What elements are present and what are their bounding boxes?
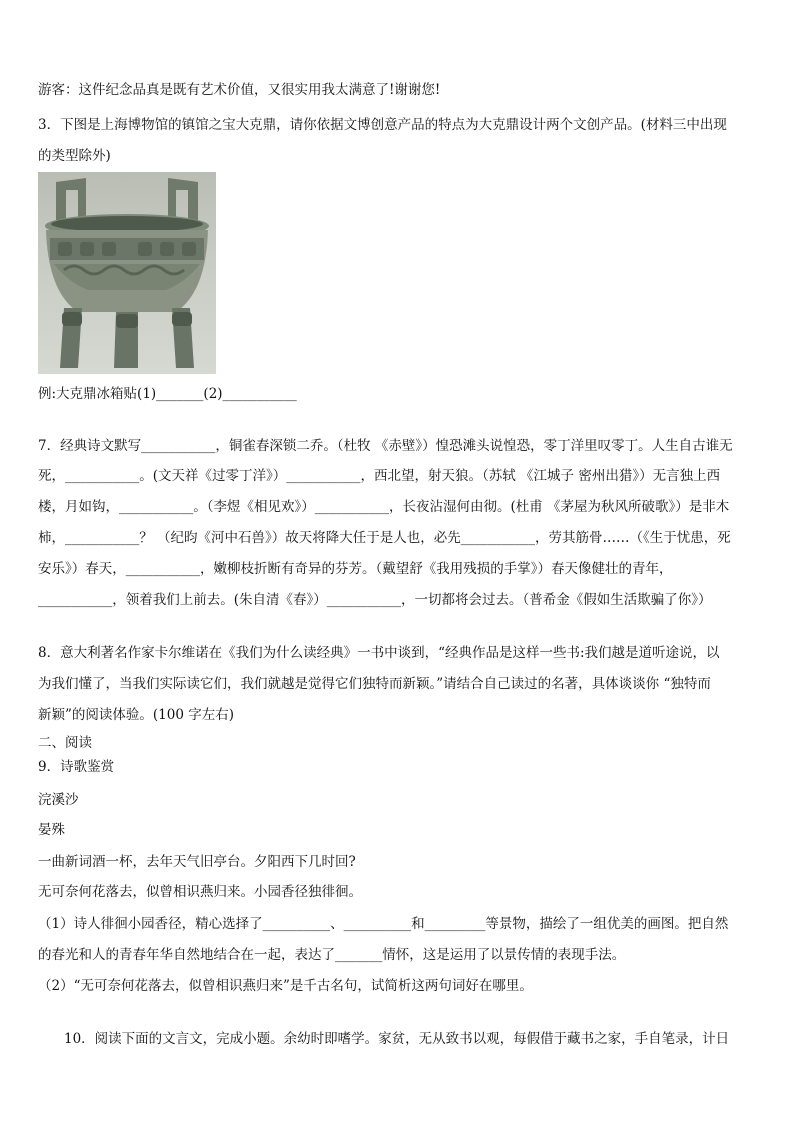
question-3-text-cont: 的类型除外) — [38, 148, 111, 164]
poem-line-1: 一曲新词酒一杯，去年天气旧亭台。夕阳西下几时回? — [38, 854, 356, 870]
question-7-line-4: 柿，___________？ （纪昀《河中石兽》）故天将降大任于是人也，必先___________，劳其筋骨……（《生于忧患，死 — [38, 530, 731, 546]
question-8-line-3: 新颖”的阅读体验。(100 字左右) — [38, 707, 234, 723]
section-heading-reading: 二、阅读 — [38, 735, 92, 751]
dialogue-line: 游客：这件纪念品真是既有艺术价值，又很实用我太满意了!谢谢您! — [38, 82, 441, 98]
question-3-text: 3．下图是上海博物馆的镇馆之宝大克鼎，请你依据文博创意产品的特点为大克鼎设计两个文创产品。(材料三中出现 — [38, 117, 727, 133]
poem-author: 晏殊 — [38, 822, 65, 838]
question-7-line-2: 死，___________。(文天祥《过零丁洋》）___________，西北望，射天狼。（苏轼 《江城子 密州出猎》）无言独上西 — [38, 468, 721, 484]
question-9-1-line-1: （1）诗人徘徊小园香径，精心选择了__________、__________和_________等景物，描绘了一组优美的画图。把自然 — [38, 916, 729, 932]
question-7-line-3: 楼，月如钩，___________。（李煜《相见欢》）___________，长夜沾湿何由彻。(杜甫 《茅屋为秋风所破歌》）是非木 — [38, 499, 730, 515]
question-7-line-1: 7．经典诗文默写___________，铜雀春深锁二乔。（杜牧 《赤壁》）惶恐滩头说惶恐，零丁洋里叹零丁。人生自古谁无 — [38, 438, 733, 454]
question-8-line-1: 8．意大利著名作家卡尔维诺在《我们为什么读经典》一书中谈到，“经典作品是这样一些书:我们越是道听途说，以 — [38, 645, 720, 661]
question-10-line: 10．阅读下面的文言文，完成小题。余幼时即嗜学。家贫，无从致书以观，每假借于藏书之家，手自笔录，计日 — [64, 1031, 730, 1047]
question-7-line-5: 安乐》）春天，___________，嫩柳枝折断有奇异的芬芳。（戴望舒《我用残损的手掌》）春天像健壮的青年， — [38, 561, 673, 577]
example-answer-line: 例:大克鼎冰箱贴(1)_______(2)___________ — [38, 386, 297, 402]
question-9-1-line-2: 的春光和人的青春年华自然地结合在一起，表达了_______情怀，这是运用了以景传情的表现手法。 — [38, 947, 626, 963]
question-9-heading: 9．诗歌鉴赏 — [38, 759, 115, 775]
poem-line-2: 无可奈何花落去，似曾相识燕归来。小园香径独徘徊。 — [38, 884, 362, 900]
question-8-line-2: 为我们懂了，当我们实际读它们，我们就越是觉得它们独特而新颖。”请结合自己读过的名著，具体谈谈你 “独特而 — [38, 676, 711, 692]
da-ke-ding-image — [38, 172, 216, 374]
question-7-line-6: ___________，领着我们上前去。(朱自清《春》）___________，一切都将会过去。（普希金《假如生活欺骗了你》） — [38, 592, 712, 608]
poem-title: 浣溪沙 — [38, 792, 79, 808]
question-9-2-line: （2）“无可奈何花落去，似曾相识燕归来”是千古名句，试简析这两句词好在哪里。 — [38, 978, 533, 994]
